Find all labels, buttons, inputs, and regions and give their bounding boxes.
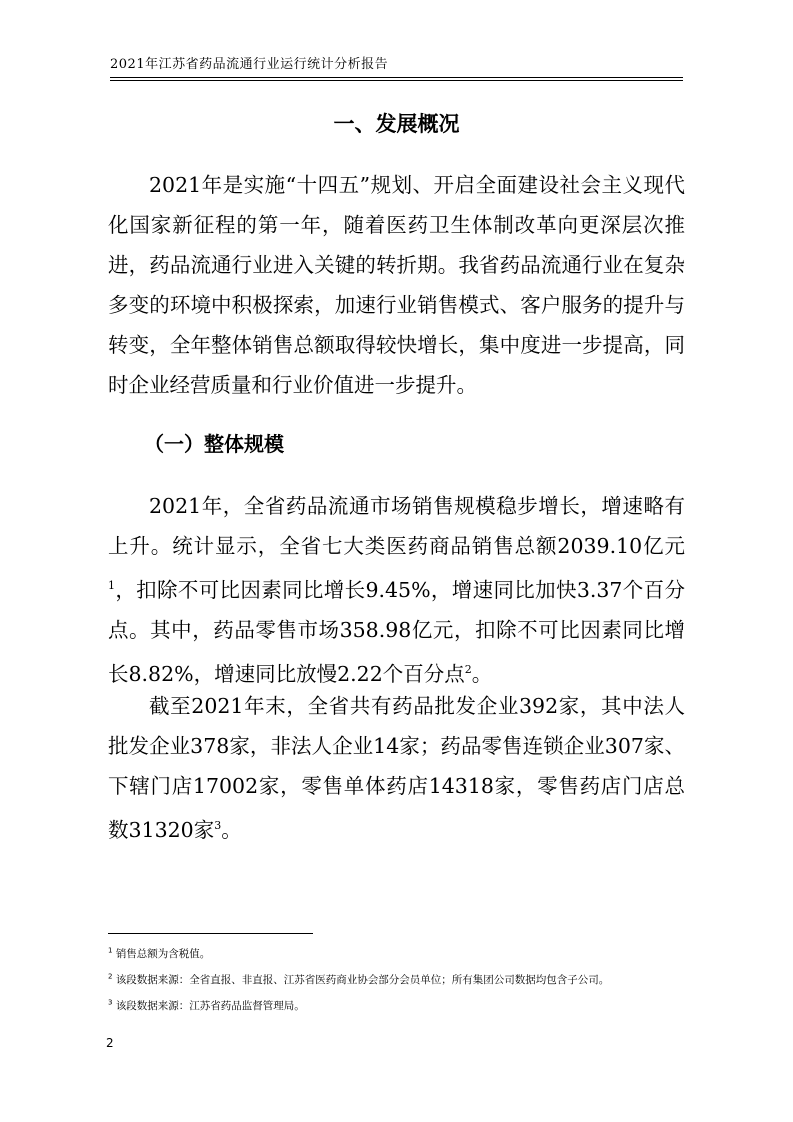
footnote-3 bbox=[108, 998, 688, 1014]
footnote-ref-3[interactable]: 3 bbox=[214, 819, 222, 832]
footnote-ref-1[interactable]: 1 bbox=[108, 579, 115, 592]
scale-paragraph-1-part-b: ，扣除不可比因素同比增长9.45%，增速同比加快3.37个百分点。其中，药品零售市场358.98亿元，扣除不可比因素同比增长8.82%，增速同比放慢2.22个百分点 bbox=[108, 577, 685, 686]
footnote-3-number: 3 bbox=[108, 998, 113, 1007]
footnote-1-text: 销售总额为含税值。 bbox=[115, 948, 211, 960]
subsection-title: （一）整体规模 bbox=[144, 432, 284, 456]
scale-paragraph-2-part-a: 截至2021年末，全省共有药品批发企业392家，其中法人批发企业378家，非法人企业14家；药品零售连锁企业307家、下辖门店17002家，零售单体药店14318家，零售药店门店总数31320家 bbox=[108, 694, 685, 842]
scale-paragraph-2-part-b: 。 bbox=[221, 817, 242, 842]
section-title: 一、发展概况 bbox=[333, 112, 460, 136]
footnote-1-number: 1 bbox=[108, 946, 113, 955]
footnote-1 bbox=[108, 946, 688, 962]
footnote-divider bbox=[108, 933, 313, 934]
scale-paragraph-1-part-a: 2021年，全省药品流通市场销售规模稳步增长，增速略有上升。统计显示，全省七大类医药商品销售总额2039.10亿元 bbox=[108, 494, 685, 558]
footnote-ref-2[interactable]: 2 bbox=[464, 662, 472, 676]
page-number: 2 bbox=[106, 1036, 114, 1050]
footnote-2-number: 2 bbox=[108, 972, 113, 981]
footnote-2 bbox=[108, 972, 688, 988]
scale-paragraph-2 bbox=[108, 686, 685, 850]
scale-paragraph-1 bbox=[108, 486, 685, 694]
footnote-2-text: 该段数据来源：全省直报、非直报、江苏省医药商业协会部分会员单位；所有集团公司数据均包含子公司。 bbox=[115, 974, 610, 986]
scale-paragraph-1-part-c: 。 bbox=[471, 661, 493, 686]
intro-paragraph: 2021年是实施“十四五”规划、开启全面建设社会主义现代化国家新征程的第一年，随着医药卫生体制改革向更深层次推进，药品流通行业进入关键的转折期。我省药品流通行业在复杂多变的环境中积极探索，加速行业销售模式、客户服务的提升与转变，全年整体销售总额取得较快增长，集中度进一步提高，同时企业经营质量和行业价值进一步提升。 bbox=[108, 173, 685, 397]
footnote-3-text: 该段数据来源：江苏省药品监督管理局。 bbox=[115, 1000, 305, 1012]
running-header: 2021年江苏省药品流通行业运行统计分析报告 bbox=[110, 55, 683, 81]
